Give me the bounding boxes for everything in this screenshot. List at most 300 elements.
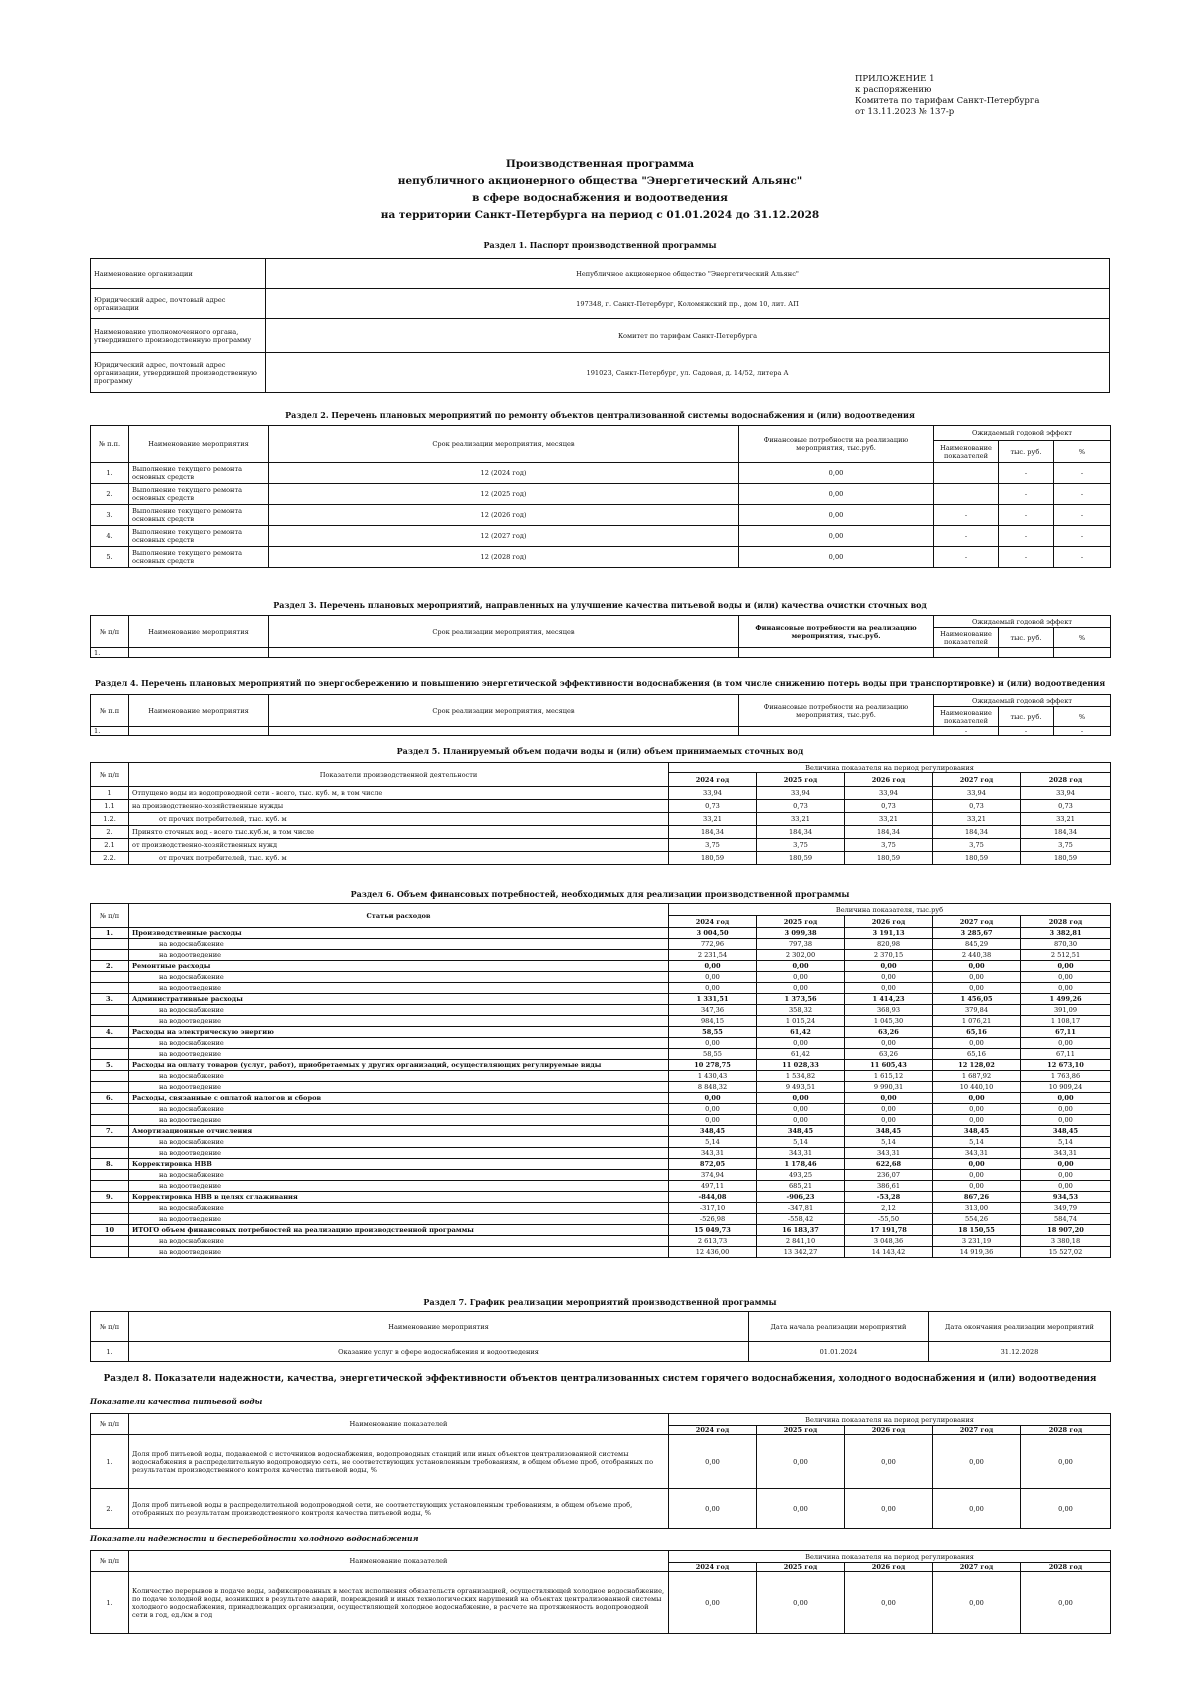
expense-value: 554,26 [933, 1214, 1021, 1225]
reliability-value: 0,00 [669, 1572, 757, 1634]
expense-value: 622,68 [845, 1159, 933, 1170]
s3-row-cell [739, 648, 934, 658]
expense-value: 0,00 [669, 1115, 757, 1126]
reliability-value: 0,00 [1021, 1572, 1111, 1634]
expense-value: 3 231,19 [933, 1236, 1021, 1247]
s4-row-pct: - [1054, 727, 1111, 736]
year-header: 2027 год [933, 916, 1021, 928]
expense-value: 2,12 [845, 1203, 933, 1214]
expense-value: 348,45 [757, 1126, 845, 1137]
expense-value: 15 049,73 [669, 1225, 757, 1236]
repair-rub: - [999, 526, 1054, 547]
volume-value: 184,34 [669, 826, 757, 839]
expense-value: 0,00 [933, 1159, 1021, 1170]
expense-value: 797,38 [757, 939, 845, 950]
expense-value: 2 440,38 [933, 950, 1021, 961]
repair-term: 12 (2027 год) [269, 526, 739, 547]
quality-num: 1. [91, 1435, 129, 1489]
expense-name: на водоотведение [129, 1247, 669, 1258]
expense-name: на водоснабжение [129, 1071, 669, 1082]
document-title [150, 156, 1050, 224]
repair-num: 4. [91, 526, 129, 547]
section1-table [90, 258, 1110, 393]
volume-num: 2.1 [91, 839, 129, 852]
expense-value: 12 436,00 [669, 1247, 757, 1258]
expense-num [91, 1181, 129, 1192]
year-header: 2027 год [933, 1426, 1021, 1435]
volume-value: 33,94 [933, 787, 1021, 800]
repair-indicator: - [934, 547, 999, 568]
s3-header-name: Наименование мероприятия [129, 616, 269, 648]
volume-value: 0,73 [669, 800, 757, 813]
volume-value: 0,73 [757, 800, 845, 813]
expense-value: 0,00 [933, 1181, 1021, 1192]
expense-name: Корректировка НВВ [129, 1159, 669, 1170]
section2-title: Раздел 2. Перечень плановых мероприятий по ремонту объектов централизованной системы водоснабжения и (или) водоотведения [285, 410, 915, 420]
repair-pct: - [1054, 505, 1111, 526]
expense-value: 10 909,24 [1021, 1082, 1111, 1093]
expense-subrow [91, 939, 1111, 950]
expense-value: 65,16 [933, 1027, 1021, 1038]
expense-name: на водоснабжение [129, 1137, 669, 1148]
year-header: 2024 год [669, 773, 757, 787]
expense-name: на водоотведение [129, 950, 669, 961]
expense-value: 0,00 [757, 1104, 845, 1115]
repair-term: 12 (2025 год) [269, 484, 739, 505]
expense-num [91, 1104, 129, 1115]
expense-value: 1 456,05 [933, 994, 1021, 1005]
expense-value: 0,00 [1021, 961, 1111, 972]
expense-value: 10 278,75 [669, 1060, 757, 1071]
s4-row-cell [269, 727, 739, 736]
expense-value: 0,00 [757, 972, 845, 983]
expense-num [91, 950, 129, 961]
expense-subrow [91, 950, 1111, 961]
volume-row [91, 826, 1111, 839]
expense-num: 5. [91, 1060, 129, 1071]
expense-value: 16 183,37 [757, 1225, 845, 1236]
s4-header-term: Срок реализации мероприятия, месяцев [269, 695, 739, 727]
s7-row-end: 31.12.2028 [929, 1342, 1111, 1362]
q-header-name: Наименование показателей [129, 1414, 669, 1435]
expense-num: 7. [91, 1126, 129, 1137]
expense-num: 10 [91, 1225, 129, 1236]
expense-num [91, 1137, 129, 1148]
expense-value: 0,00 [1021, 1159, 1111, 1170]
section4-title: Раздел 4. Перечень плановых мероприятий по энергосбережению и повышению энергетической эффективности водоснабжения (в том числе снижению потерь воды при транспортировке) и (или) водоотведения [94, 678, 1106, 688]
volume-name: от производственно-хозяйственных нужд [129, 839, 669, 852]
repair-name: Выполнение текущего ремонта основных средств [129, 484, 269, 505]
repair-name: Выполнение текущего ремонта основных средств [129, 463, 269, 484]
expense-value: 391,09 [1021, 1005, 1111, 1016]
expense-num: 3. [91, 994, 129, 1005]
expense-value: 13 342,27 [757, 1247, 845, 1258]
volume-value: 180,59 [845, 852, 933, 865]
volume-row [91, 800, 1111, 813]
volume-value: 0,73 [845, 800, 933, 813]
year-header: 2028 год [1021, 916, 1111, 928]
expense-subrow [91, 1082, 1111, 1093]
expense-name: на водоотведение [129, 1214, 669, 1225]
expense-name: на водоснабжение [129, 939, 669, 950]
expense-value: 0,00 [933, 1038, 1021, 1049]
expense-name: ИТОГО объем финансовых потребностей на реализацию производственной программы [129, 1225, 669, 1236]
expense-value: 65,16 [933, 1049, 1021, 1060]
expense-value: 348,45 [845, 1126, 933, 1137]
repair-row [91, 547, 1111, 568]
expense-value: 1 615,12 [845, 1071, 933, 1082]
quality-value: 0,00 [933, 1489, 1021, 1529]
expense-name: Производственные расходы [129, 928, 669, 939]
year-header: 2026 год [845, 773, 933, 787]
expense-value: 0,00 [1021, 1093, 1111, 1104]
expense-value: 0,00 [845, 983, 933, 994]
appendix-line-4: от 13.11.2023 № 137-р [855, 107, 955, 117]
passport-label: Юридический адрес, почтовый адрес организации [91, 289, 266, 319]
expense-value: 0,00 [1021, 1115, 1111, 1126]
repair-indicator [934, 484, 999, 505]
repair-rub: - [999, 547, 1054, 568]
expense-value: 0,00 [845, 972, 933, 983]
expense-value: 3 380,18 [1021, 1236, 1111, 1247]
expense-value: 2 841,10 [757, 1236, 845, 1247]
expense-value: 0,00 [757, 1093, 845, 1104]
expense-value: 67,11 [1021, 1027, 1111, 1038]
expense-value: 0,00 [1021, 1038, 1111, 1049]
expense-value: 984,15 [669, 1016, 757, 1027]
expense-value: 1 076,21 [933, 1016, 1021, 1027]
expense-value: 349,79 [1021, 1203, 1111, 1214]
repair-num: 2. [91, 484, 129, 505]
reliability-value: 0,00 [845, 1572, 933, 1634]
expense-value: 5,14 [933, 1137, 1021, 1148]
repair-num: 3. [91, 505, 129, 526]
expense-value: 0,00 [933, 1170, 1021, 1181]
expense-value: 2 613,73 [669, 1236, 757, 1247]
reliability-value: 0,00 [933, 1572, 1021, 1634]
expense-name: на водоотведение [129, 1082, 669, 1093]
expense-subrow [91, 1104, 1111, 1115]
expense-value: 0,00 [845, 961, 933, 972]
s6-header-period: Величина показателя, тыс.руб [669, 904, 1111, 916]
quality-table [90, 1413, 1111, 1529]
expense-name: на водоотведение [129, 1181, 669, 1192]
s2-header-effect: Ожидаемый годовой эффект [934, 426, 1111, 441]
expense-value: 0,00 [933, 1104, 1021, 1115]
expense-value: 67,11 [1021, 1049, 1111, 1060]
expense-value: 2 370,15 [845, 950, 933, 961]
expense-subrow [91, 1005, 1111, 1016]
volume-value: 33,21 [933, 813, 1021, 826]
expense-value: 8 848,32 [669, 1082, 757, 1093]
quality-value: 0,00 [757, 1435, 845, 1489]
year-header: 2024 год [669, 1563, 757, 1572]
expense-value: 0,00 [933, 1093, 1021, 1104]
volume-name: Принято сточных вод - всего тыс.куб.м, в том числе [129, 826, 669, 839]
s4-row-rub: - [999, 727, 1054, 736]
expense-value: 343,31 [757, 1148, 845, 1159]
s4-row-cell [129, 727, 269, 736]
volume-value: 184,34 [1021, 826, 1111, 839]
repair-indicator: - [934, 526, 999, 547]
expense-value: 1 178,46 [757, 1159, 845, 1170]
expense-value: 5,14 [845, 1137, 933, 1148]
volume-value: 184,34 [757, 826, 845, 839]
s2-header-finance: Финансовые потребности на реализацию мероприятия, тыс.руб. [739, 426, 934, 463]
expense-subrow [91, 983, 1111, 994]
expense-value: 845,29 [933, 939, 1021, 950]
expense-value: 313,00 [933, 1203, 1021, 1214]
volume-value: 184,34 [933, 826, 1021, 839]
expense-value: 11 028,33 [757, 1060, 845, 1071]
repair-indicator [934, 463, 999, 484]
expense-value: 61,42 [757, 1027, 845, 1038]
s5-header-num: № п/п [91, 763, 129, 787]
expense-num: 1. [91, 928, 129, 939]
s7-row-num: 1. [91, 1342, 129, 1362]
expense-value: 0,00 [1021, 972, 1111, 983]
expense-value: 0,00 [669, 1104, 757, 1115]
expense-value: 0,00 [1021, 1104, 1111, 1115]
expense-value: 3 191,13 [845, 928, 933, 939]
quality-name: Доля проб питьевой воды, подаваемой с источников водоснабжения, водопроводных станций или иных объектов централизованной системы водоснабжения в распределительную водопроводную сеть, не соответствующих установленным требованиям, в общем объеме проб, отобранных по результатам производственного контроля качества питьевой воды, % [129, 1435, 669, 1489]
title-line-1: Производственная программа [505, 158, 695, 170]
expense-name: Амортизационные отчисления [129, 1126, 669, 1137]
volume-name: на производственно-хозяйственные нужды [129, 800, 669, 813]
quality-num: 2. [91, 1489, 129, 1529]
reliability-row [91, 1572, 1111, 1634]
passport-value: 191023, Санкт-Петербург, ул. Садовая, д. 14/52, литера А [266, 353, 1110, 393]
appendix-line-2: к распоряжению [855, 85, 932, 95]
volume-value: 3,75 [669, 839, 757, 852]
title-line-3: в сфере водоснабжения и водоотведения [472, 192, 728, 204]
volume-value: 180,59 [1021, 852, 1111, 865]
reliability-num: 1. [91, 1572, 129, 1634]
expense-value: 5,14 [1021, 1137, 1111, 1148]
passport-row [91, 259, 1110, 289]
passport-row [91, 319, 1110, 353]
s4-header-num: № п.п [91, 695, 129, 727]
expense-name: на водоснабжение [129, 1005, 669, 1016]
expense-value: 1 687,92 [933, 1071, 1021, 1082]
repair-indicator: - [934, 505, 999, 526]
volume-num: 1.2. [91, 813, 129, 826]
expense-name: на водоснабжение [129, 1170, 669, 1181]
expense-value: 1 373,56 [757, 994, 845, 1005]
expense-num [91, 1071, 129, 1082]
quality-value: 0,00 [933, 1435, 1021, 1489]
year-header: 2028 год [1021, 1426, 1111, 1435]
expense-row [91, 1225, 1111, 1236]
expense-num [91, 939, 129, 950]
section5-table [90, 762, 1111, 865]
reliability-table [90, 1550, 1111, 1634]
quality-value: 0,00 [845, 1435, 933, 1489]
expense-value: 0,00 [845, 1104, 933, 1115]
s2-header-term: Срок реализации мероприятия, месяцев [269, 426, 739, 463]
volume-value: 33,21 [1021, 813, 1111, 826]
s2-header-indicator: Наименование показателей [934, 441, 999, 463]
expense-value: 0,00 [669, 1038, 757, 1049]
year-header: 2024 год [669, 1426, 757, 1435]
passport-label: Наименование организации [91, 259, 266, 289]
expense-name: Расходы, связанные с оплатой налогов и сборов [129, 1093, 669, 1104]
expense-value: 348,45 [669, 1126, 757, 1137]
repair-pct: - [1054, 547, 1111, 568]
expense-value: 0,00 [845, 1093, 933, 1104]
expense-value: 872,05 [669, 1159, 757, 1170]
s4-row-num: 1. [91, 727, 129, 736]
expense-subrow [91, 1170, 1111, 1181]
year-header: 2027 год [933, 1563, 1021, 1572]
expense-value: 2 302,00 [757, 950, 845, 961]
expense-value: 1 534,82 [757, 1071, 845, 1082]
s4-header-finance: Финансовые потребности на реализацию мероприятия, тыс.руб. [739, 695, 934, 727]
section3-title: Раздел 3. Перечень плановых мероприятий, направленных на улучшение качества питьевой воды и (или) качества очистки сточных вод [273, 600, 927, 610]
s5-header-name: Показатели производственной деятельности [129, 763, 669, 787]
repair-rub: - [999, 463, 1054, 484]
volume-value: 180,59 [669, 852, 757, 865]
expense-subrow [91, 1038, 1111, 1049]
expense-value: 0,00 [757, 961, 845, 972]
expense-row [91, 1060, 1111, 1071]
repair-finance: 0,00 [739, 547, 934, 568]
expense-value: 63,26 [845, 1049, 933, 1060]
expense-value: 3 004,50 [669, 928, 757, 939]
section7-title: Раздел 7. График реализации мероприятий производственной программы [423, 1297, 777, 1307]
expense-value: 0,00 [757, 1038, 845, 1049]
s2-header-pct: % [1054, 441, 1111, 463]
q-header-period: Величина показателя на период регулирования [669, 1414, 1111, 1426]
expense-subrow [91, 1247, 1111, 1258]
volume-row [91, 813, 1111, 826]
year-header: 2025 год [757, 773, 845, 787]
s3-row-cell [1054, 648, 1111, 658]
expense-name: на водоснабжение [129, 1203, 669, 1214]
expense-name: Административные расходы [129, 994, 669, 1005]
volume-name: от прочих потребителей, тыс. куб. м [129, 813, 669, 826]
expense-value: 343,31 [1021, 1148, 1111, 1159]
volume-value: 3,75 [933, 839, 1021, 852]
passport-value: Непубличное акционерное общество "Энергетический Альянс" [266, 259, 1110, 289]
s6-header-num: № п/п [91, 904, 129, 928]
expense-value: 11 605,43 [845, 1060, 933, 1071]
expense-value: 0,00 [669, 961, 757, 972]
expense-value: -558,42 [757, 1214, 845, 1225]
expense-value: 3 099,38 [757, 928, 845, 939]
q-header-num: № п/п [91, 1414, 129, 1435]
expense-value: 0,00 [933, 1115, 1021, 1126]
passport-row [91, 353, 1110, 393]
expense-num [91, 1247, 129, 1258]
expense-name: на водоотведение [129, 1115, 669, 1126]
expense-value: 2 231,54 [669, 950, 757, 961]
s4-header-rub: тыс. руб. [999, 707, 1054, 727]
expense-num [91, 972, 129, 983]
expense-subrow [91, 1016, 1111, 1027]
volume-value: 3,75 [845, 839, 933, 852]
year-header: 2025 год [757, 916, 845, 928]
expense-value: 17 191,78 [845, 1225, 933, 1236]
expense-value: 368,93 [845, 1005, 933, 1016]
expense-value: 0,00 [1021, 1181, 1111, 1192]
quality-row [91, 1435, 1111, 1489]
expense-name: на водоотведение [129, 983, 669, 994]
expense-row [91, 1159, 1111, 1170]
expense-value: 3 382,81 [1021, 928, 1111, 939]
expense-num [91, 1082, 129, 1093]
expense-value: -526,98 [669, 1214, 757, 1225]
s2-header-name: Наименование мероприятия [129, 426, 269, 463]
expense-value: 18 150,55 [933, 1225, 1021, 1236]
expense-value: 934,53 [1021, 1192, 1111, 1203]
expense-name: на водоснабжение [129, 1104, 669, 1115]
quality-value: 0,00 [1021, 1489, 1111, 1529]
year-header: 2024 год [669, 916, 757, 928]
expense-value: 0,00 [933, 972, 1021, 983]
expense-value: 1 045,30 [845, 1016, 933, 1027]
expense-name: на водоснабжение [129, 1038, 669, 1049]
title-line-2: непубличного акционерного общества "Энергетический Альянс" [397, 175, 803, 187]
quality-row [91, 1489, 1111, 1529]
s7-header-start: Дата начала реализации мероприятий [749, 1312, 929, 1342]
s3-header-term: Срок реализации мероприятия, месяцев [269, 616, 739, 648]
expense-num: 4. [91, 1027, 129, 1038]
passport-value: Комитет по тарифам Санкт-Петербурга [266, 319, 1110, 353]
reliability-name: Количество перерывов в подаче воды, зафиксированных в местах исполнения обязательств организацией, осуществляющей холодное водоснабжение, по подаче холодной воды, возникших в результате аварий, повреждений и иных технологических нарушений на объектах централизованной системы холодного водоснабжения, принадлежащих организации, осуществляющей холодное водоснабжение, в расчете на протяженность водопроводной сети в год, ед./км в год [129, 1572, 669, 1634]
section6-title: Раздел 6. Объем финансовых потребностей, необходимых для реализации производственной программы [350, 889, 850, 899]
s4-header-effect: Ожидаемый годовой эффект [934, 695, 1111, 707]
expense-value: 0,00 [845, 1038, 933, 1049]
expense-subrow [91, 1148, 1111, 1159]
reliability-value: 0,00 [757, 1572, 845, 1634]
repair-pct: - [1054, 484, 1111, 505]
expense-value: 3 285,67 [933, 928, 1021, 939]
expense-num [91, 1236, 129, 1247]
repair-rub: - [999, 505, 1054, 526]
expense-value: 58,55 [669, 1049, 757, 1060]
expense-name: на водоотведение [129, 1148, 669, 1159]
expense-value: 0,00 [845, 1115, 933, 1126]
quality-caption: Показатели качества питьевой воды [90, 1397, 263, 1406]
s7-header-end: Дата окончания реализации мероприятий [929, 1312, 1111, 1342]
expense-value: 1 430,43 [669, 1071, 757, 1082]
quality-name: Доля проб питьевой воды в распределительной водопроводной сети, не соответствующих установленным требованиям, в общем объеме проб, отобранных по результатам производственного контроля качества питьевой воды, % [129, 1489, 669, 1529]
repair-term: 12 (2024 год) [269, 463, 739, 484]
s7-header-num: № п/п [91, 1312, 129, 1342]
year-header: 2028 год [1021, 773, 1111, 787]
expense-value: 18 907,20 [1021, 1225, 1111, 1236]
expense-row [91, 1192, 1111, 1203]
expense-value: -844,08 [669, 1192, 757, 1203]
expense-value: 5,14 [669, 1137, 757, 1148]
repair-name: Выполнение текущего ремонта основных средств [129, 547, 269, 568]
expense-value: 584,74 [1021, 1214, 1111, 1225]
expense-value: 493,25 [757, 1170, 845, 1181]
volume-num: 1.1 [91, 800, 129, 813]
s7-header-name: Наименование мероприятия [129, 1312, 749, 1342]
expense-value: -317,10 [669, 1203, 757, 1214]
volume-name: от прочих потребителей, тыс. куб. м [129, 852, 669, 865]
volume-value: 33,94 [757, 787, 845, 800]
expense-value: 61,42 [757, 1049, 845, 1060]
quality-value: 0,00 [669, 1489, 757, 1529]
expense-value: 0,00 [933, 983, 1021, 994]
s4-row-cell [739, 727, 934, 736]
expense-name: Расходы на электрическую энергию [129, 1027, 669, 1038]
quality-value: 0,00 [669, 1435, 757, 1489]
r-header-num: № п/п [91, 1551, 129, 1572]
